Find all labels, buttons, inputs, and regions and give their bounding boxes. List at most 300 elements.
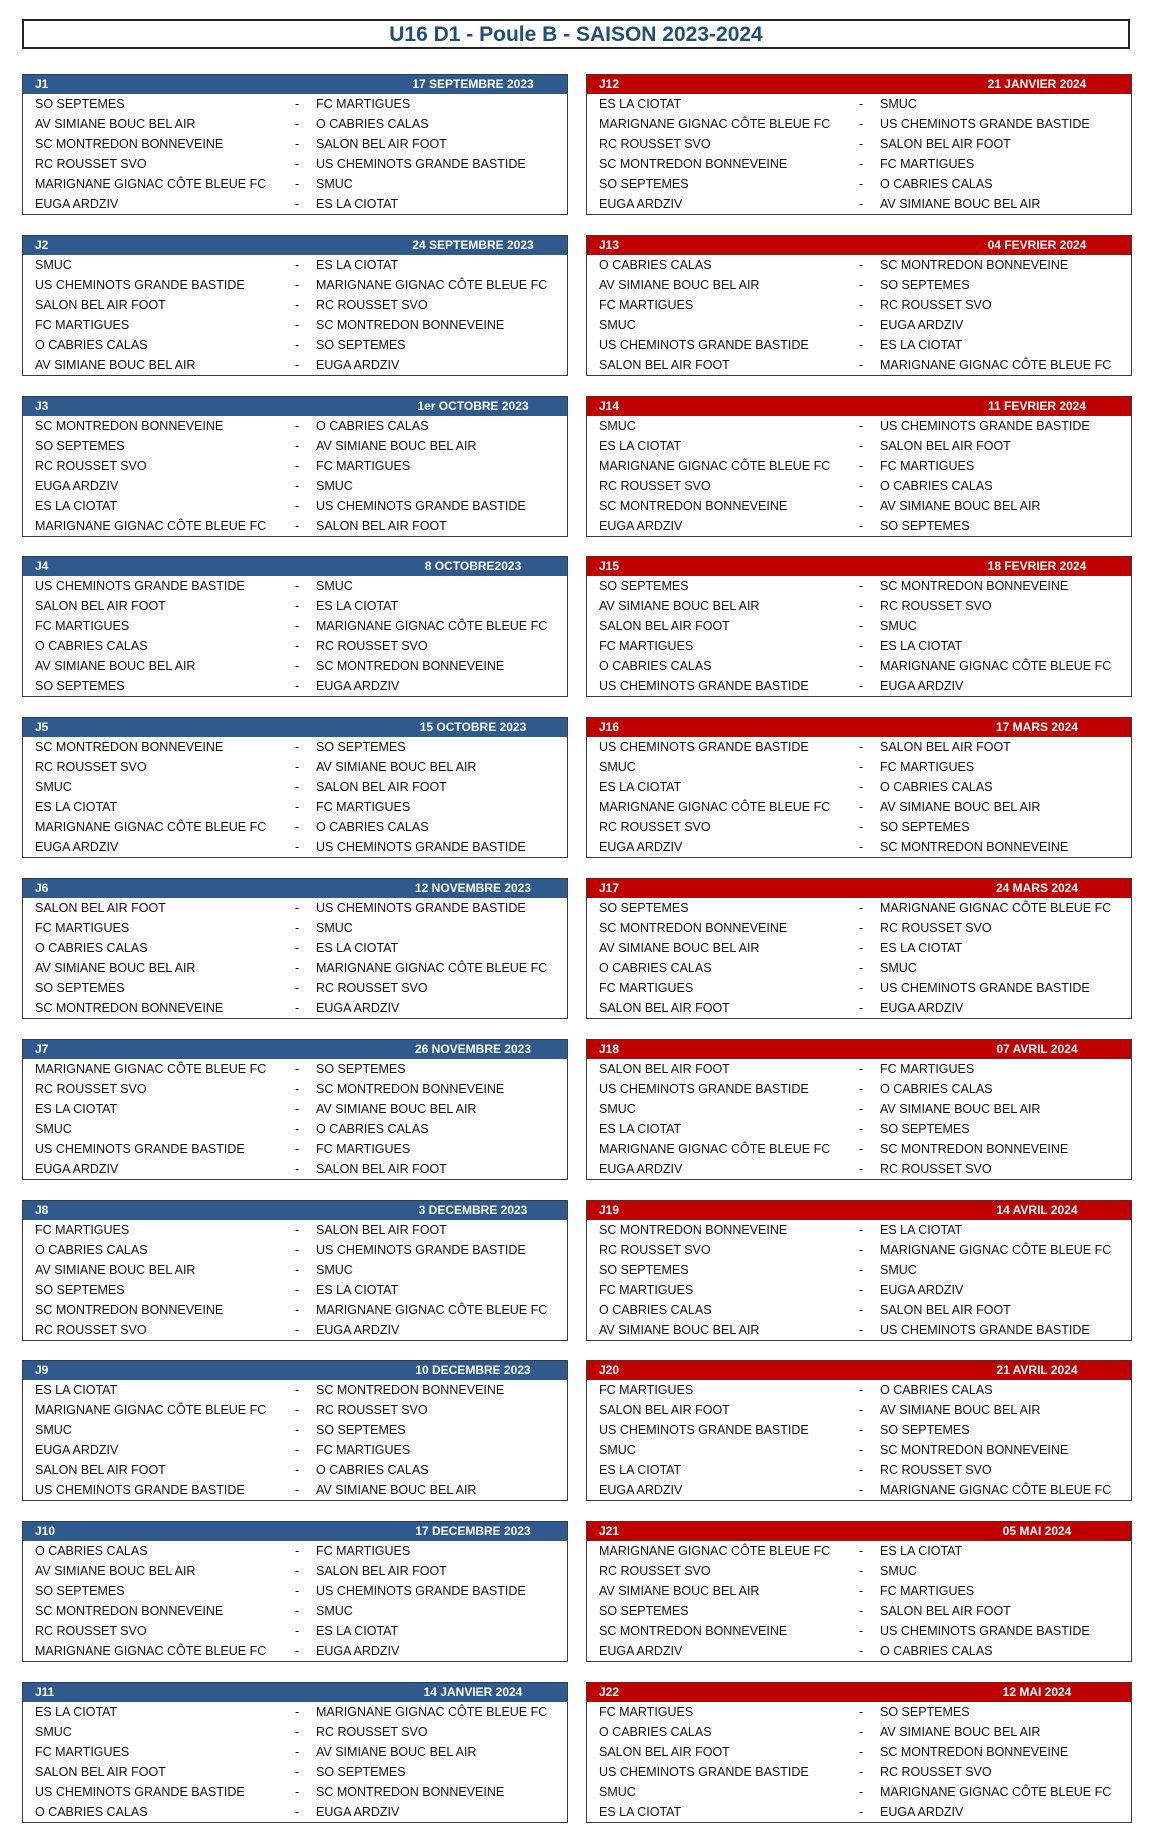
home-team: ES LA CIOTAT: [35, 800, 118, 814]
away-team: SALON BEL AIR FOOT: [316, 137, 447, 151]
match-row: [23, 496, 567, 516]
away-team: MARIGNANE GIGNAC CÔTE BLEUE FC: [316, 1303, 548, 1317]
away-team: MARIGNANE GIGNAC CÔTE BLEUE FC: [880, 1483, 1112, 1497]
match-row: [587, 1139, 1131, 1159]
home-team: SO SEPTEMES: [599, 1604, 689, 1618]
match-separator: -: [859, 1383, 864, 1397]
match-separator: -: [859, 760, 864, 774]
away-team: AV SIMIANE BOUC BEL AIR: [880, 1102, 1041, 1116]
home-team: US CHEMINOTS GRANDE BASTIDE: [599, 338, 809, 352]
match-separator: -: [859, 1263, 864, 1277]
home-team: SALON BEL AIR FOOT: [35, 298, 166, 312]
match-separator: -: [859, 579, 864, 593]
match-separator: -: [295, 318, 300, 332]
match-row: [23, 576, 567, 596]
home-team: SO SEPTEMES: [35, 981, 125, 995]
match-separator: -: [295, 258, 300, 272]
home-team: EUGA ARDZIV: [35, 1162, 119, 1176]
away-team: FC MARTIGUES: [316, 800, 411, 814]
match-separator: -: [859, 318, 864, 332]
matchday-number: J22: [599, 1685, 620, 1699]
away-team: SO SEPTEMES: [880, 519, 970, 533]
home-team: US CHEMINOTS GRANDE BASTIDE: [599, 679, 809, 693]
match-separator: -: [295, 961, 300, 975]
match-separator: -: [295, 439, 300, 453]
match-row: [587, 335, 1131, 355]
match-row: [587, 938, 1131, 958]
away-team: SMUC: [880, 961, 917, 975]
away-team: O CABRIES CALAS: [316, 117, 429, 131]
home-team: MARIGNANE GIGNAC CÔTE BLEUE FC: [35, 1403, 267, 1417]
home-team: RC ROUSSET SVO: [35, 157, 147, 171]
match-separator: -: [859, 439, 864, 453]
matchday-block: [586, 556, 1132, 697]
matchday-header: [587, 879, 1131, 898]
matchday-number: J19: [599, 1203, 620, 1217]
match-separator: -: [295, 639, 300, 653]
matchday-date: 11 FEVRIER 2024: [987, 399, 1087, 413]
home-team: O CABRIES CALAS: [35, 1243, 148, 1257]
home-team: SALON BEL AIR FOOT: [599, 1062, 730, 1076]
match-separator: -: [295, 1303, 300, 1317]
match-row: [587, 1119, 1131, 1139]
match-row: [23, 1079, 567, 1099]
match-row: [587, 1420, 1131, 1440]
away-team: MARIGNANE GIGNAC CÔTE BLEUE FC: [316, 619, 548, 633]
match-separator: -: [295, 137, 300, 151]
matchday-date: 15 OCTOBRE 2023: [419, 720, 527, 734]
matchday-block: [22, 1682, 568, 1823]
match-row: [587, 978, 1131, 998]
matchday-number: J14: [599, 399, 620, 413]
home-team: SMUC: [35, 1423, 72, 1437]
match-row: [23, 315, 567, 335]
home-team: MARIGNANE GIGNAC CÔTE BLEUE FC: [599, 800, 831, 814]
away-team: AV SIMIANE BOUC BEL AIR: [316, 439, 477, 453]
away-team: SC MONTREDON BONNEVEINE: [880, 1142, 1069, 1156]
match-separator: -: [295, 599, 300, 613]
home-team: SO SEPTEMES: [599, 177, 689, 191]
match-row: [23, 777, 567, 797]
match-row: [587, 918, 1131, 938]
home-team: RC ROUSSET SVO: [599, 479, 711, 493]
home-team: ES LA CIOTAT: [599, 780, 682, 794]
matchday-date: 17 MARS 2024: [995, 720, 1079, 734]
home-team: EUGA ARDZIV: [35, 197, 119, 211]
match-row: [23, 1601, 567, 1621]
matchday-header: [587, 1683, 1131, 1702]
match-separator: -: [295, 117, 300, 131]
match-row: [23, 596, 567, 616]
match-row: [23, 1320, 567, 1340]
matchday-date: 24 SEPTEMBRE 2023: [412, 238, 534, 252]
match-separator: -: [859, 157, 864, 171]
home-team: SALON BEL AIR FOOT: [35, 1463, 166, 1477]
home-team: O CABRIES CALAS: [599, 1725, 712, 1739]
away-team: EUGA ARDZIV: [316, 1805, 400, 1819]
match-row: [587, 94, 1131, 114]
home-team: EUGA ARDZIV: [35, 840, 119, 854]
match-separator: -: [859, 1584, 864, 1598]
home-team: MARIGNANE GIGNAC CÔTE BLEUE FC: [35, 177, 267, 191]
away-team: EUGA ARDZIV: [880, 318, 964, 332]
away-team: SALON BEL AIR FOOT: [880, 1604, 1011, 1618]
matchday-number: J13: [599, 238, 620, 252]
away-team: O CABRIES CALAS: [880, 479, 993, 493]
matchday-block: [586, 1200, 1132, 1341]
home-team: SMUC: [35, 780, 72, 794]
away-team: EUGA ARDZIV: [316, 1644, 400, 1658]
match-separator: -: [295, 1423, 300, 1437]
match-row: [587, 1742, 1131, 1762]
away-team: SALON BEL AIR FOOT: [880, 439, 1011, 453]
match-separator: -: [859, 1122, 864, 1136]
away-team: SO SEPTEMES: [880, 278, 970, 292]
matchday-header: [23, 879, 567, 898]
match-separator: -: [295, 840, 300, 854]
home-team: SC MONTREDON BONNEVEINE: [35, 1604, 224, 1618]
match-separator: -: [859, 1303, 864, 1317]
matchday-number: J6: [35, 881, 49, 895]
match-separator: -: [859, 820, 864, 834]
matchday-number: J5: [35, 720, 49, 734]
away-team: FC MARTIGUES: [316, 1544, 411, 1558]
home-team: O CABRIES CALAS: [599, 659, 712, 673]
match-separator: -: [859, 1745, 864, 1759]
home-team: FC MARTIGUES: [599, 981, 694, 995]
away-team: US CHEMINOTS GRANDE BASTIDE: [880, 981, 1090, 995]
home-team: SALON BEL AIR FOOT: [599, 619, 730, 633]
home-team: SO SEPTEMES: [599, 1263, 689, 1277]
match-separator: -: [295, 1082, 300, 1096]
match-separator: -: [859, 1001, 864, 1015]
away-team: SMUC: [880, 1564, 917, 1578]
away-team: ES LA CIOTAT: [316, 197, 399, 211]
home-team: SALON BEL AIR FOOT: [599, 1001, 730, 1015]
match-separator: -: [295, 820, 300, 834]
match-row: [23, 737, 567, 757]
match-separator: -: [859, 1604, 864, 1618]
match-row: [587, 1400, 1131, 1420]
matchday-date: 14 AVRIL 2024: [996, 1203, 1078, 1217]
away-team: MARIGNANE GIGNAC CÔTE BLEUE FC: [880, 358, 1112, 372]
home-team: ES LA CIOTAT: [599, 97, 682, 111]
match-separator: -: [295, 1463, 300, 1477]
match-row: [587, 275, 1131, 295]
matchday-number: J4: [35, 559, 49, 573]
match-separator: -: [859, 177, 864, 191]
match-row: [23, 757, 567, 777]
away-team: SMUC: [316, 479, 353, 493]
match-separator: -: [295, 177, 300, 191]
away-team: SALON BEL AIR FOOT: [316, 780, 447, 794]
home-team: SMUC: [35, 1725, 72, 1739]
match-row: [587, 1460, 1131, 1480]
matchday-header: [587, 718, 1131, 737]
away-team: FC MARTIGUES: [316, 1142, 411, 1156]
match-separator: -: [295, 760, 300, 774]
away-team: RC ROUSSET SVO: [316, 639, 428, 653]
match-row: [23, 1380, 567, 1400]
home-team: SALON BEL AIR FOOT: [599, 1403, 730, 1417]
away-team: EUGA ARDZIV: [880, 1001, 964, 1015]
match-separator: -: [295, 1483, 300, 1497]
home-team: RC ROUSSET SVO: [599, 137, 711, 151]
match-separator: -: [859, 1483, 864, 1497]
away-team: SO SEPTEMES: [880, 1122, 970, 1136]
home-team: FC MARTIGUES: [599, 298, 694, 312]
home-team: AV SIMIANE BOUC BEL AIR: [599, 941, 760, 955]
away-team: AV SIMIANE BOUC BEL AIR: [880, 1403, 1041, 1417]
home-team: EUGA ARDZIV: [599, 1644, 683, 1658]
match-row: [587, 1762, 1131, 1782]
matchday-date: 21 JANVIER 2024: [987, 77, 1087, 91]
match-separator: -: [859, 679, 864, 693]
match-separator: -: [295, 1243, 300, 1257]
away-team: EUGA ARDZIV: [880, 1805, 964, 1819]
match-separator: -: [295, 981, 300, 995]
match-separator: -: [295, 197, 300, 211]
away-team: FC MARTIGUES: [880, 1062, 975, 1076]
away-team: O CABRIES CALAS: [880, 1383, 993, 1397]
home-team: MARIGNANE GIGNAC CÔTE BLEUE FC: [599, 1544, 831, 1558]
match-row: [23, 1782, 567, 1802]
home-team: US CHEMINOTS GRANDE BASTIDE: [35, 1785, 245, 1799]
home-team: O CABRIES CALAS: [35, 1544, 148, 1558]
match-separator: -: [859, 479, 864, 493]
home-team: US CHEMINOTS GRANDE BASTIDE: [599, 1423, 809, 1437]
matchday-block: [22, 1200, 568, 1341]
away-team: SALON BEL AIR FOOT: [316, 519, 447, 533]
home-team: ES LA CIOTAT: [35, 1705, 118, 1719]
away-team: RC ROUSSET SVO: [880, 1463, 992, 1477]
away-team: AV SIMIANE BOUC BEL AIR: [880, 499, 1041, 513]
matchday-block: [586, 1682, 1132, 1823]
away-team: US CHEMINOTS GRANDE BASTIDE: [880, 419, 1090, 433]
away-team: ES LA CIOTAT: [880, 941, 963, 955]
match-row: [587, 295, 1131, 315]
match-row: [23, 295, 567, 315]
match-separator: -: [859, 1323, 864, 1337]
matchday-date: 24 MARS 2024: [995, 881, 1079, 895]
away-team: SC MONTREDON BONNEVEINE: [880, 1443, 1069, 1457]
match-separator: -: [295, 1644, 300, 1658]
away-team: AV SIMIANE BOUC BEL AIR: [316, 1483, 477, 1497]
match-separator: -: [295, 1805, 300, 1819]
home-team: SALON BEL AIR FOOT: [35, 901, 166, 915]
matchday-date: 18 FEVRIER 2024: [987, 559, 1087, 573]
matchday-block: [22, 1521, 568, 1662]
matchday-block: [586, 878, 1132, 1019]
match-separator: -: [859, 981, 864, 995]
match-separator: -: [295, 1102, 300, 1116]
away-team: O CABRIES CALAS: [316, 820, 429, 834]
match-separator: -: [859, 961, 864, 975]
away-team: RC ROUSSET SVO: [316, 1725, 428, 1739]
match-row: [587, 1280, 1131, 1300]
away-team: FC MARTIGUES: [316, 1443, 411, 1457]
home-team: US CHEMINOTS GRANDE BASTIDE: [35, 579, 245, 593]
matchday-date: 05 MAI 2024: [1002, 1524, 1072, 1538]
match-row: [587, 194, 1131, 214]
match-separator: -: [295, 921, 300, 935]
home-team: SO SEPTEMES: [599, 901, 689, 915]
match-row: [587, 636, 1131, 656]
match-row: [587, 255, 1131, 275]
away-team: FC MARTIGUES: [316, 97, 411, 111]
match-row: [23, 636, 567, 656]
home-team: US CHEMINOTS GRANDE BASTIDE: [599, 1765, 809, 1779]
matchday-date: 21 AVRIL 2024: [996, 1363, 1078, 1377]
home-team: AV SIMIANE BOUC BEL AIR: [599, 599, 760, 613]
match-row: [23, 255, 567, 275]
match-separator: -: [859, 1443, 864, 1457]
match-separator: -: [295, 278, 300, 292]
matchday-header: [587, 236, 1131, 255]
home-team: AV SIMIANE BOUC BEL AIR: [35, 961, 196, 975]
matchday-number: J3: [35, 399, 49, 413]
match-row: [587, 898, 1131, 918]
match-row: [23, 1139, 567, 1159]
home-team: EUGA ARDZIV: [599, 840, 683, 854]
match-row: [587, 837, 1131, 857]
home-team: ES LA CIOTAT: [599, 1122, 682, 1136]
match-row: [587, 1722, 1131, 1742]
home-team: MARIGNANE GIGNAC CÔTE BLEUE FC: [599, 117, 831, 131]
matchday-header: [23, 1683, 567, 1702]
home-team: SC MONTREDON BONNEVEINE: [599, 157, 788, 171]
match-row: [587, 616, 1131, 636]
matchday-date: 17 SEPTEMBRE 2023: [412, 77, 534, 91]
away-team: SALON BEL AIR FOOT: [880, 740, 1011, 754]
match-row: [587, 1440, 1131, 1460]
match-separator: -: [859, 619, 864, 633]
away-team: SC MONTREDON BONNEVEINE: [880, 1745, 1069, 1759]
match-row: [587, 1260, 1131, 1280]
match-separator: -: [859, 358, 864, 372]
away-team: US CHEMINOTS GRANDE BASTIDE: [316, 157, 526, 171]
home-team: SO SEPTEMES: [35, 439, 125, 453]
away-team: SO SEPTEMES: [880, 1705, 970, 1719]
match-row: [23, 275, 567, 295]
matchday-number: J15: [599, 559, 620, 573]
match-row: [23, 837, 567, 857]
away-team: US CHEMINOTS GRANDE BASTIDE: [316, 901, 526, 915]
home-team: FC MARTIGUES: [35, 921, 130, 935]
match-separator: -: [295, 1062, 300, 1076]
away-team: SC MONTREDON BONNEVEINE: [316, 1082, 505, 1096]
away-team: ES LA CIOTAT: [880, 639, 963, 653]
match-row: [23, 1621, 567, 1641]
match-row: [23, 94, 567, 114]
match-separator: -: [295, 298, 300, 312]
match-separator: -: [295, 157, 300, 171]
match-row: [23, 1159, 567, 1179]
match-row: [23, 1762, 567, 1782]
match-separator: -: [859, 1062, 864, 1076]
match-separator: -: [295, 679, 300, 693]
match-separator: -: [295, 1122, 300, 1136]
match-row: [23, 174, 567, 194]
home-team: MARIGNANE GIGNAC CÔTE BLEUE FC: [35, 1062, 267, 1076]
match-row: [23, 978, 567, 998]
matchday-header: [587, 1040, 1131, 1059]
match-row: [587, 1581, 1131, 1601]
match-separator: -: [295, 1544, 300, 1558]
away-team: O CABRIES CALAS: [316, 419, 429, 433]
away-team: EUGA ARDZIV: [316, 1001, 400, 1015]
match-separator: -: [295, 519, 300, 533]
away-team: ES LA CIOTAT: [316, 258, 399, 272]
matchday-block: [586, 1039, 1132, 1180]
match-separator: -: [295, 1223, 300, 1237]
home-team: EUGA ARDZIV: [35, 479, 119, 493]
home-team: SMUC: [35, 258, 72, 272]
home-team: FC MARTIGUES: [35, 318, 130, 332]
match-row: [587, 436, 1131, 456]
home-team: EUGA ARDZIV: [599, 1483, 683, 1497]
page-title: U16 D1 - Poule B - SAISON 2023-2024: [22, 19, 1130, 49]
match-separator: -: [859, 1544, 864, 1558]
match-separator: -: [295, 1162, 300, 1176]
match-separator: -: [295, 1323, 300, 1337]
match-row: [23, 1460, 567, 1480]
matchday-date: 04 FEVRIER 2024: [987, 238, 1087, 252]
matchday-block: [586, 396, 1132, 537]
match-row: [587, 737, 1131, 757]
match-separator: -: [859, 298, 864, 312]
matchday-block: [22, 235, 568, 376]
matchday-date: 1er OCTOBRE 2023: [417, 399, 529, 413]
away-team: ES LA CIOTAT: [316, 941, 399, 955]
match-row: [23, 355, 567, 375]
match-row: [23, 1541, 567, 1561]
home-team: ES LA CIOTAT: [35, 499, 118, 513]
matchday-date: 12 NOVEMBRE 2023: [414, 881, 532, 895]
match-row: [587, 1099, 1131, 1119]
match-row: [23, 114, 567, 134]
matchday-date: 07 AVRIL 2024: [996, 1042, 1078, 1056]
match-row: [23, 958, 567, 978]
match-row: [23, 918, 567, 938]
home-team: SC MONTREDON BONNEVEINE: [599, 499, 788, 513]
matchday-block: [22, 1039, 568, 1180]
home-team: SC MONTREDON BONNEVEINE: [35, 419, 224, 433]
away-team: RC ROUSSET SVO: [880, 298, 992, 312]
home-team: O CABRIES CALAS: [35, 338, 148, 352]
away-team: RC ROUSSET SVO: [880, 599, 992, 613]
matchday-number: J2: [35, 238, 49, 252]
match-row: [587, 958, 1131, 978]
matchday-date: 3 DECEMBRE 2023: [418, 1203, 528, 1217]
match-row: [587, 1601, 1131, 1621]
home-team: MARIGNANE GIGNAC CÔTE BLEUE FC: [35, 820, 267, 834]
match-separator: -: [859, 1765, 864, 1779]
matchday-number: J18: [599, 1042, 620, 1056]
match-row: [587, 757, 1131, 777]
away-team: MARIGNANE GIGNAC CÔTE BLEUE FC: [316, 1705, 548, 1719]
matchday-block: [22, 396, 568, 537]
home-team: SMUC: [599, 760, 636, 774]
away-team: RC ROUSSET SVO: [880, 1765, 992, 1779]
match-separator: -: [859, 901, 864, 915]
home-team: FC MARTIGUES: [35, 1223, 130, 1237]
match-row: [23, 656, 567, 676]
away-team: SMUC: [316, 921, 353, 935]
away-team: SC MONTREDON BONNEVEINE: [880, 579, 1069, 593]
match-row: [587, 797, 1131, 817]
match-separator: -: [295, 97, 300, 111]
